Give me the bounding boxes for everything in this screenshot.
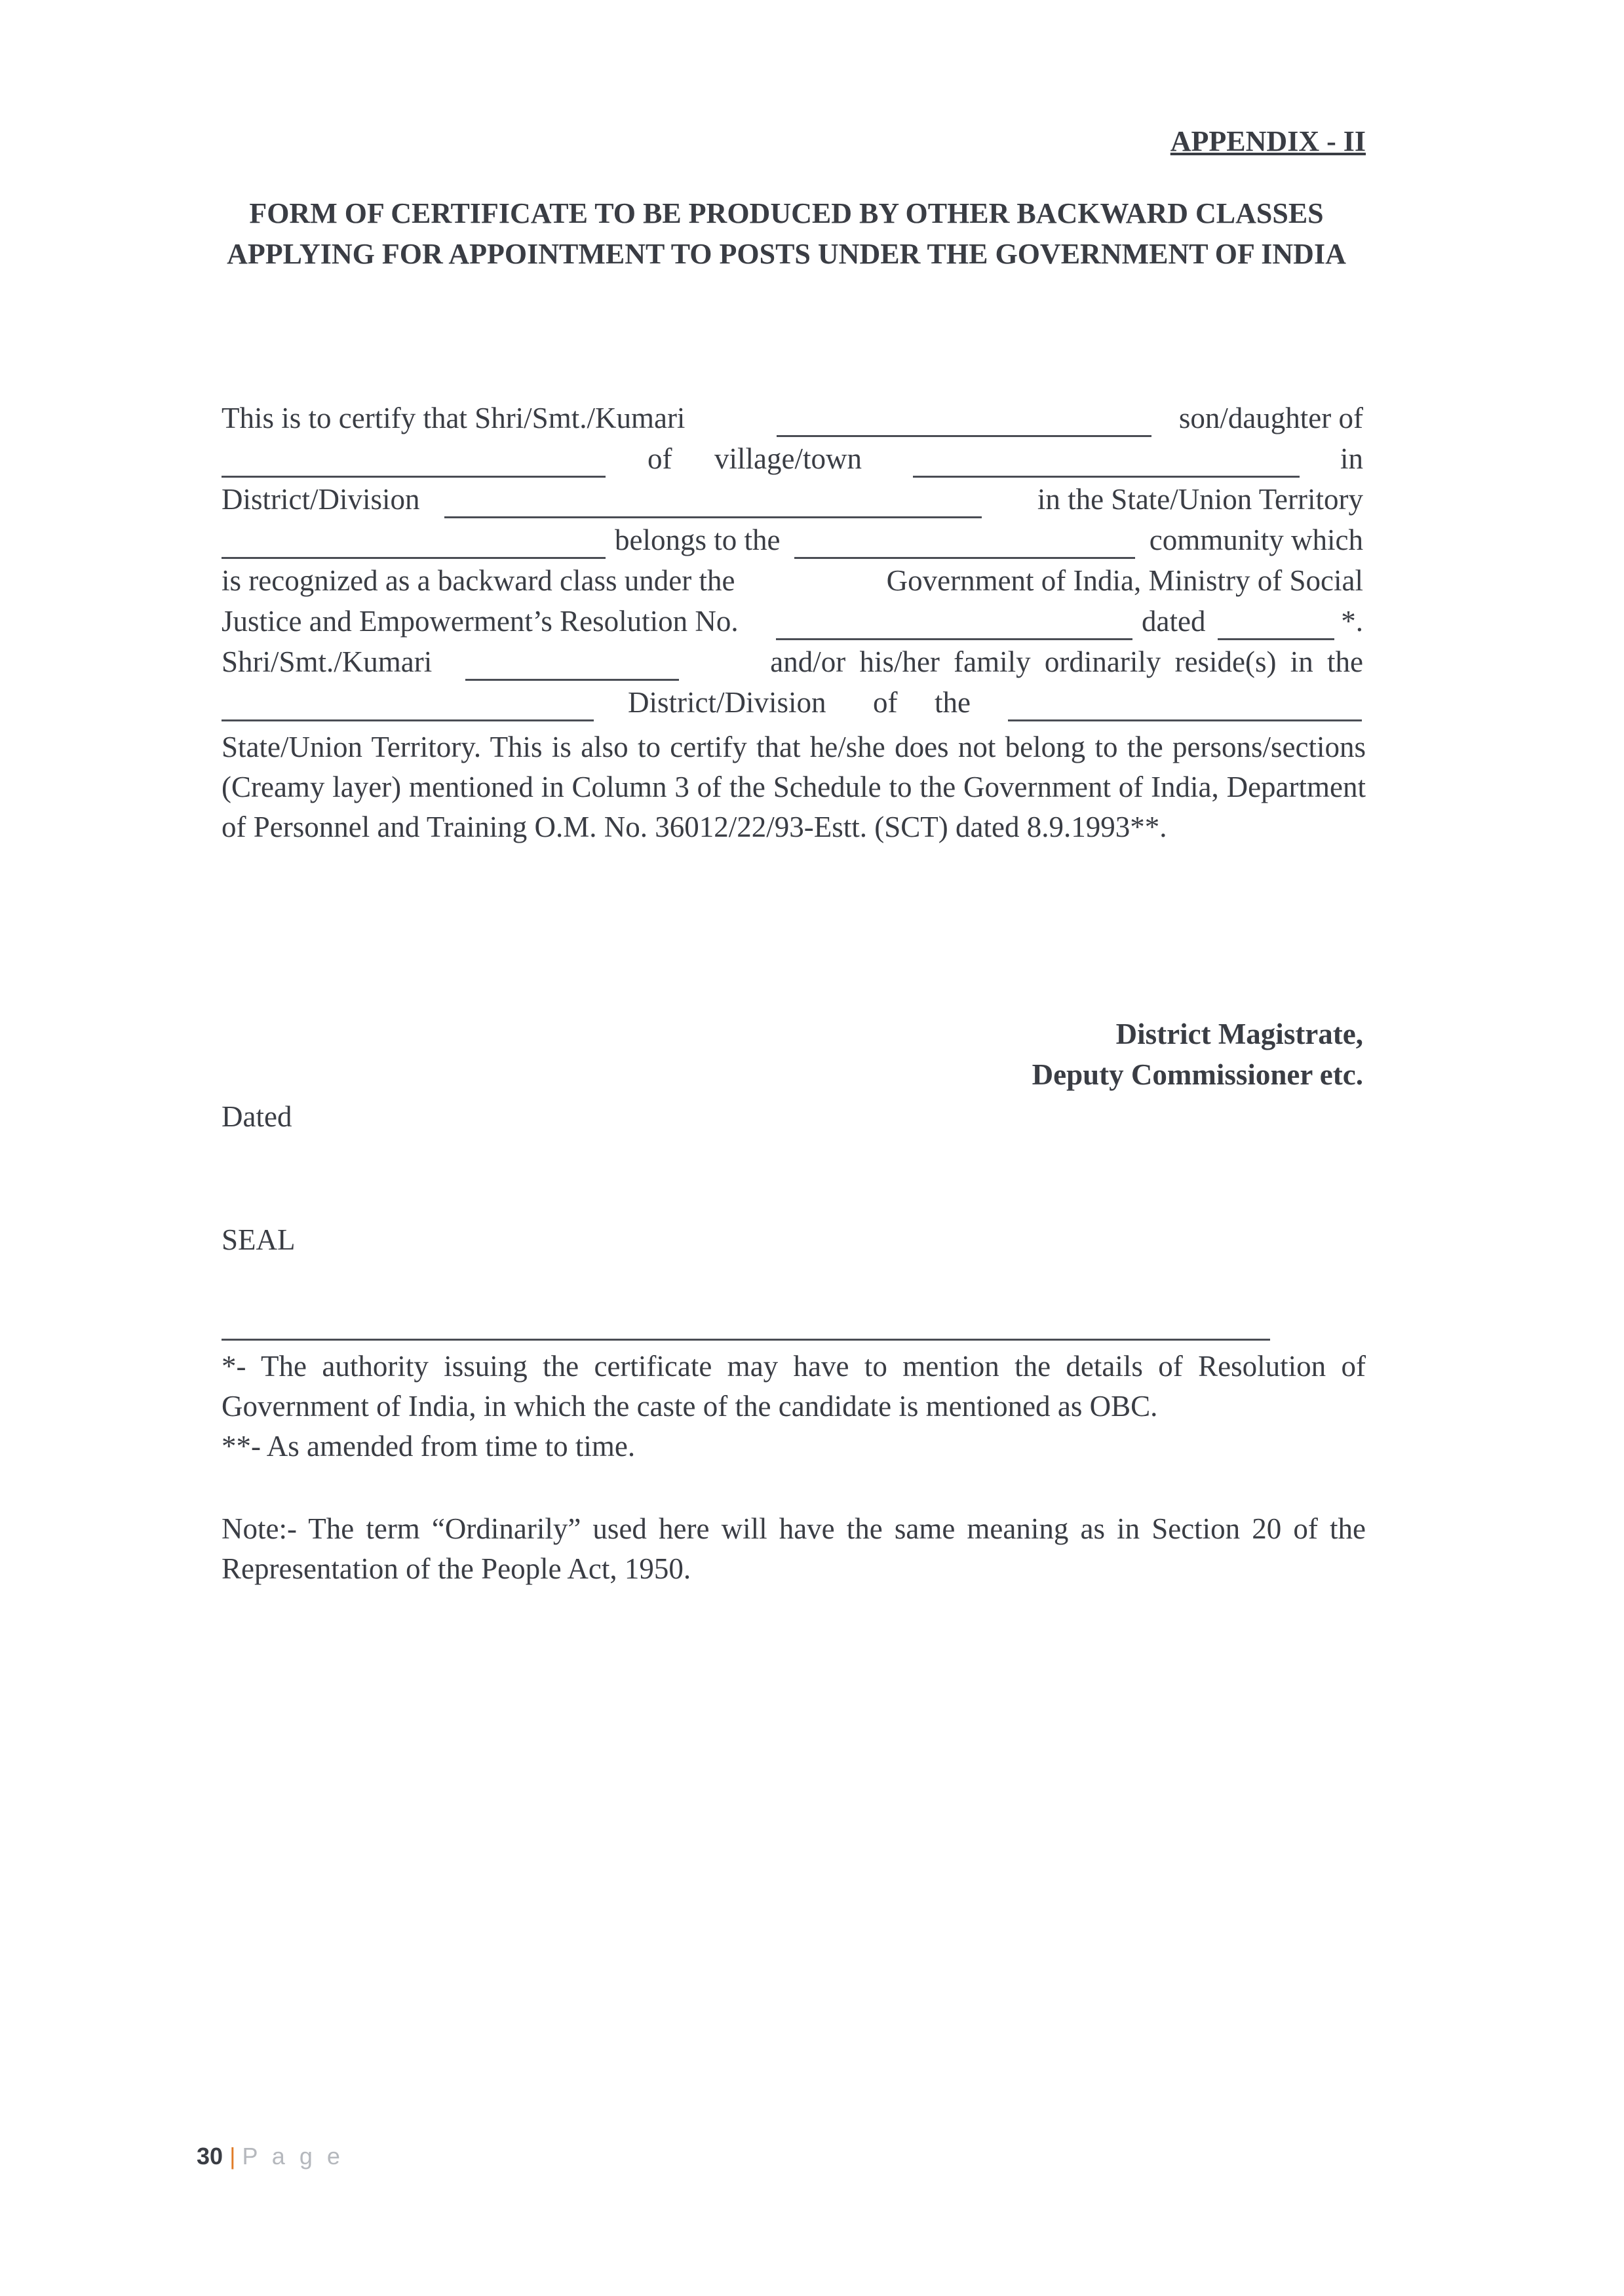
page-number: 30: [197, 2143, 223, 2170]
cert-line-3: [222, 482, 1363, 523]
residence-district-blank[interactable]: [222, 719, 594, 721]
cert-line-4: [222, 523, 1363, 564]
cert-line-7: [222, 645, 1363, 685]
cert-text: dated: [1142, 605, 1206, 638]
resolution-no-blank[interactable]: [776, 638, 1132, 640]
cert-line-1: [222, 401, 1363, 442]
cert-text: and/or his/her family ordinarily reside(s) in the: [770, 645, 1363, 678]
page-label: P a g e: [242, 2143, 344, 2170]
cert-line-2: [222, 442, 1363, 482]
cert-text: Government of India, Ministry of Social: [886, 564, 1363, 597]
page-footer: [197, 2143, 344, 2170]
cert-text: in the State/Union Territory: [1037, 483, 1363, 516]
footnote-divider: [222, 1339, 1270, 1341]
resident-name-blank[interactable]: [465, 679, 679, 681]
parent-name-blank[interactable]: [222, 476, 606, 478]
district-blank[interactable]: [444, 516, 982, 518]
cert-text: son/daughter of: [1178, 402, 1363, 434]
seal-label: SEAL: [222, 1223, 296, 1256]
signatory-line-2: Deputy Commissioner etc.: [1032, 1058, 1363, 1091]
appendix-heading: APPENDIX - II: [1170, 125, 1366, 157]
village-blank[interactable]: [913, 476, 1300, 478]
cert-paragraph-rest: State/Union Territory. This is also to certify that he/she does not belong to the persons/sections (Creamy layer) mentioned in Column 3 of the Schedule to the Government of India, Department of Personnel and Training O.M. No. 36012/22/93-Estt. (SCT) dated 8.9.1993**.: [222, 731, 1366, 843]
cert-text: *.: [1341, 605, 1363, 638]
cert-text: This is to certify that Shri/Smt./Kumari: [222, 402, 686, 434]
cert-text: of: [873, 686, 898, 719]
cert-text: community which: [1149, 524, 1363, 556]
cert-line-6: [222, 604, 1363, 645]
signatory-line-1: District Magistrate,: [1115, 1018, 1363, 1050]
cert-text: District/Division: [628, 686, 826, 719]
cert-text: District/Division: [222, 483, 420, 516]
dated-label: Dated: [222, 1100, 292, 1133]
cert-text: belongs to the: [615, 524, 781, 556]
residence-state-blank[interactable]: [1008, 719, 1362, 721]
cert-text: of: [648, 442, 672, 475]
resolution-date-blank[interactable]: [1218, 638, 1334, 640]
footnote-double-star: **- As amended from time to time.: [222, 1430, 636, 1463]
cert-text: in: [1340, 442, 1363, 475]
cert-line-8: [222, 685, 1363, 726]
cert-line-5: [222, 564, 1363, 604]
cert-text: village/town: [714, 442, 862, 475]
name-blank[interactable]: [777, 435, 1151, 437]
cert-text: the: [935, 686, 971, 719]
community-blank[interactable]: [794, 557, 1135, 559]
cert-text: is recognized as a backward class under the: [222, 564, 735, 597]
state-blank[interactable]: [222, 557, 606, 559]
note-paragraph: Note:- The term “Ordinarily” used here will have the same meaning as in Section 20 of the Representation of the People Act, 1950.: [222, 1512, 1366, 1585]
footnote-star: *- The authority issuing the certificate may have to mention the details of Resolution of Government of India, in which the caste of the candidate is mentioned as OBC.: [222, 1350, 1366, 1423]
page-separator: |: [229, 2143, 236, 2170]
cert-text: Shri/Smt./Kumari: [222, 645, 433, 678]
cert-text: Justice and Empowerment’s Resolution No.: [222, 605, 739, 638]
form-title: FORM OF CERTIFICATE TO BE PRODUCED BY OTHER BACKWARD CLASSES APPLYING FOR APPOINTMENT TO POSTS UNDER THE GOVERNMENT OF INDIA: [227, 197, 1346, 270]
